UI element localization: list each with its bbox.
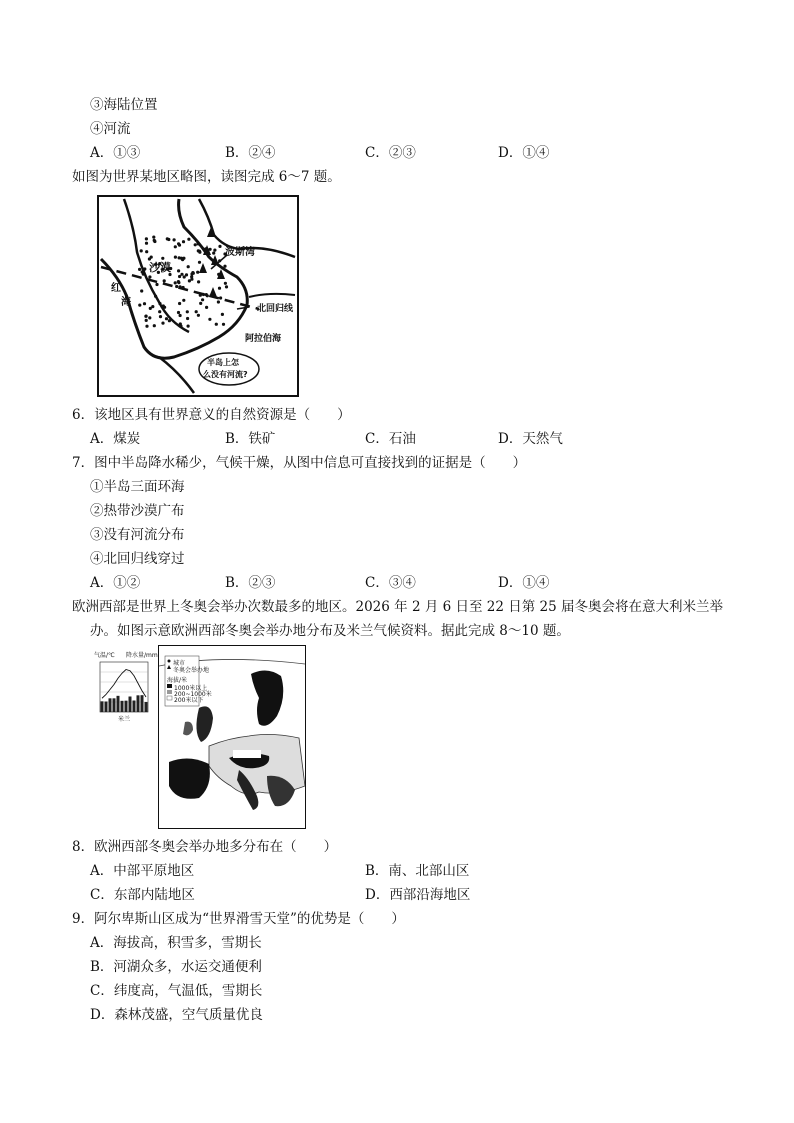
q8-option-c: C．东部内陆地区 bbox=[90, 887, 195, 903]
q7-option-c: C．③④ bbox=[365, 575, 416, 591]
precip-bar-7 bbox=[125, 701, 128, 712]
top-item-4: ④河流 bbox=[90, 121, 131, 137]
precip-bar-3 bbox=[109, 698, 112, 712]
milan-climate-chart bbox=[92, 650, 156, 722]
intro-8-10-line1: 欧洲西部是世界上冬奥会举办次数最多的地区。2026 年 2 月 6 日至 22 日第 25 届冬奥会将在意大利米兰举 bbox=[72, 599, 724, 615]
legend-low: 200米以下 bbox=[174, 697, 204, 704]
q9-stem: 9．阿尔卑斯山区成为“世界滑雪天堂”的优势是（ ） bbox=[72, 911, 405, 927]
label-desert: 沙漠 bbox=[149, 261, 171, 274]
q7-item-3: ③没有河流分布 bbox=[90, 527, 185, 543]
q6-option-c: C．石油 bbox=[365, 431, 416, 447]
q7-item-1: ①半岛三面环海 bbox=[90, 479, 185, 495]
label-tropic: 北回归线 bbox=[257, 304, 294, 314]
q7-option-d: D．①④ bbox=[498, 575, 550, 591]
precip-bar-5 bbox=[117, 696, 120, 712]
top-option-b: B．②④ bbox=[225, 145, 276, 161]
q8-option-a: A．中部平原地区 bbox=[90, 863, 195, 879]
top-item-3: ③海陆位置 bbox=[90, 97, 158, 113]
label-arabian-sea: 阿拉伯海 bbox=[245, 334, 282, 344]
q7-item-4: ④北回归线穿过 bbox=[90, 551, 185, 567]
q7-stem: 7．图中半岛降水稀少，气候干燥，从图中信息可直接找到的证据是（ ） bbox=[72, 455, 527, 471]
precip-bar-9 bbox=[133, 701, 136, 713]
q7-option-b: B．②③ bbox=[225, 575, 276, 591]
legend-venue: 冬奥会举办地 bbox=[173, 667, 210, 674]
q9-option-a: A．海拔高，积雪多，雪期长 bbox=[90, 935, 262, 951]
q6-option-b: B．铁矿 bbox=[225, 431, 276, 447]
intro-8-10-line2: 办。如图示意欧洲西部冬奥会举办地分布及米兰气候资料。据此完成 8～10 题。 bbox=[90, 623, 570, 639]
precip-bar-4 bbox=[113, 698, 116, 712]
climate-temp-axis-label: 气温/℃ bbox=[94, 652, 115, 659]
label-red-sea-1: 红 bbox=[111, 283, 121, 294]
legend-mid: 200~1000米 bbox=[174, 691, 212, 698]
climate-city-label: 米兰 bbox=[118, 716, 131, 723]
precip-bar-11 bbox=[141, 695, 144, 712]
intro-6-7: 如图为世界某地区略图，读图完成 6～7 题。 bbox=[72, 169, 341, 185]
q6-option-a: A．煤炭 bbox=[90, 431, 141, 447]
climate-plot bbox=[92, 658, 156, 720]
climate-precip-axis-label: 降水量/mm bbox=[126, 652, 158, 659]
q7-option-a: A．①② bbox=[90, 575, 141, 591]
legend-high: 1000米以上 bbox=[174, 685, 208, 692]
precip-bar-10 bbox=[137, 695, 140, 712]
europe-olympics-map bbox=[158, 645, 306, 829]
q9-option-b: B．河湖众多，水运交通便利 bbox=[90, 959, 262, 975]
precip-bar-6 bbox=[121, 701, 124, 712]
label-red-sea-2: 海 bbox=[121, 297, 131, 308]
precip-bar-12 bbox=[145, 702, 148, 712]
q6-option-d: D．天然气 bbox=[498, 431, 563, 447]
q8-stem: 8．欧洲西部冬奥会举办地多分布在（ ） bbox=[72, 839, 338, 855]
legend-city: 城市 bbox=[173, 660, 186, 667]
precip-bar-8 bbox=[129, 697, 132, 713]
label-persian-gulf: 波斯湾 bbox=[225, 247, 255, 258]
q6-stem: 6．该地区具有世界意义的自然资源是（ ） bbox=[72, 407, 351, 423]
top-option-d: D．①④ bbox=[498, 145, 550, 161]
q8-option-b: B．南、北部山区 bbox=[365, 863, 470, 879]
label-bubble-line2: 么没有河流? bbox=[203, 370, 248, 379]
q7-item-2: ②热带沙漠广布 bbox=[90, 503, 185, 519]
temperature-line bbox=[102, 670, 146, 699]
q9-option-d: D．森林茂盛，空气质量优良 bbox=[90, 1007, 263, 1023]
arabian-peninsula-map bbox=[97, 195, 299, 397]
label-bubble-line1: 半岛上怎 bbox=[207, 358, 239, 367]
precip-bar-2 bbox=[105, 702, 108, 713]
legend-elevation: 海拔/米 bbox=[167, 677, 188, 684]
top-option-a: A．①③ bbox=[90, 145, 141, 161]
q8-option-d: D．西部沿海地区 bbox=[365, 887, 471, 903]
top-option-c: C．②③ bbox=[365, 145, 416, 161]
precip-bar-1 bbox=[101, 701, 104, 712]
q9-option-c: C．纬度高，气温低，雪期长 bbox=[90, 983, 263, 999]
